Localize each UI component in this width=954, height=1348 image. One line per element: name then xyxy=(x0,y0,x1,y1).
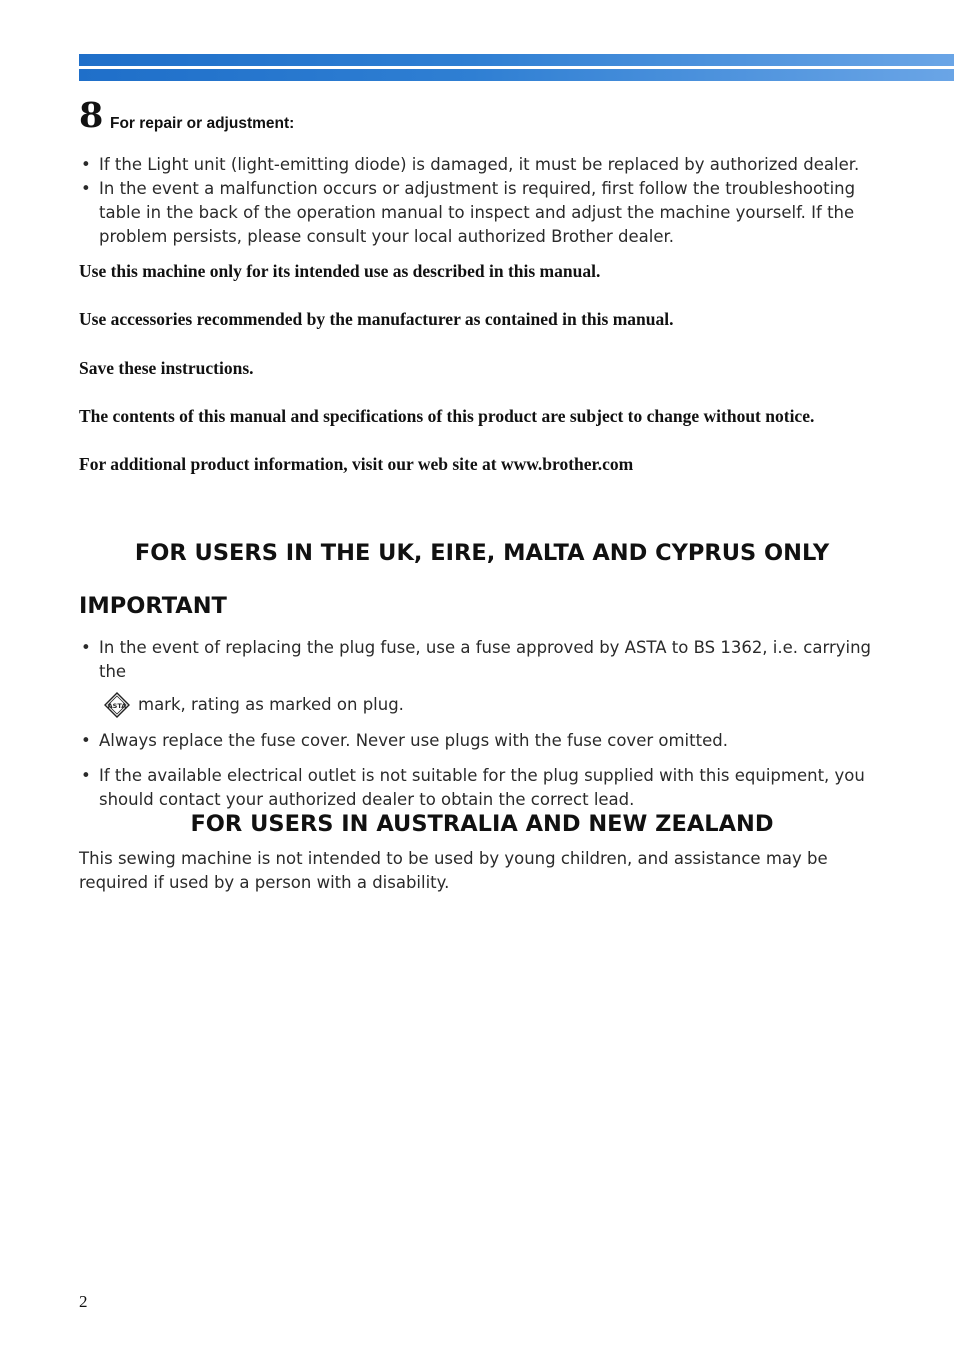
list-item xyxy=(79,177,879,249)
bullet-dot: • xyxy=(81,638,91,657)
list-item-text: If the Light unit (light-emitting diode) is damaged, it must be replaced by authorized dealer. xyxy=(99,155,860,174)
notice-accessories: Use accessories recommended by the manufacturer as contained in this manual. xyxy=(79,309,674,329)
notice-website: For additional product information, visit our web site at www.brother.com xyxy=(79,454,634,474)
repair-bullet-list xyxy=(79,153,879,249)
bullet-dot: • xyxy=(81,179,91,198)
bullet-dot: • xyxy=(81,766,91,785)
section-title: For repair or adjustment: xyxy=(110,115,295,132)
list-item-text: mark, rating as marked on plug. xyxy=(138,695,404,714)
section-number: 8 xyxy=(79,95,104,136)
bullet-dot: • xyxy=(81,731,91,750)
list-item xyxy=(79,764,879,812)
notice-intended-use: Use this machine only for its intended use as described in this manual. xyxy=(79,261,601,281)
notice-save-instructions: Save these instructions. xyxy=(79,358,254,378)
list-item-text: In the event of replacing the plug fuse, use a fuse approved by ASTA to BS 1362, i.e. carrying the xyxy=(99,638,872,681)
page-number: 2 xyxy=(79,1292,88,1311)
list-item xyxy=(79,729,879,753)
au-section-heading: FOR USERS IN AUSTRALIA AND NEW ZEALAND xyxy=(190,811,774,837)
bullet-dot: • xyxy=(81,155,91,174)
list-item xyxy=(79,153,879,177)
asta-mark-row xyxy=(99,692,879,718)
uk-bullet-list xyxy=(79,636,879,823)
uk-section-heading: FOR USERS IN THE UK, EIRE, MALTA AND CYPRUS ONLY xyxy=(134,540,830,566)
asta-mark-icon xyxy=(104,692,130,718)
list-item-text: Always replace the fuse cover. Never use plugs with the fuse cover omitted. xyxy=(99,731,728,750)
au-section-body: This sewing machine is not intended to be used by young children, and assistance may be required if used by a person with a disability. xyxy=(79,849,828,892)
list-item-text: If the available electrical outlet is not suitable for the plug supplied with this equipment, you should contact your authorized dealer to obtain the correct lead. xyxy=(99,766,865,809)
header-band-bottom xyxy=(79,69,954,81)
list-item xyxy=(79,636,879,718)
list-item-text: In the event a malfunction occurs or adjustment is required, first follow the troubleshooting table in the back of the operation manual to inspect and adjust the machine yourself. If the problem persists, please consult your local authorized Brother dealer. xyxy=(99,179,856,246)
notice-subject-to-change: The contents of this manual and specifications of this product are subject to change without notice. xyxy=(79,406,815,426)
important-heading: IMPORTANT xyxy=(79,593,227,619)
asta-mark-text: ASTA xyxy=(107,702,127,710)
header-band-top xyxy=(79,54,954,66)
